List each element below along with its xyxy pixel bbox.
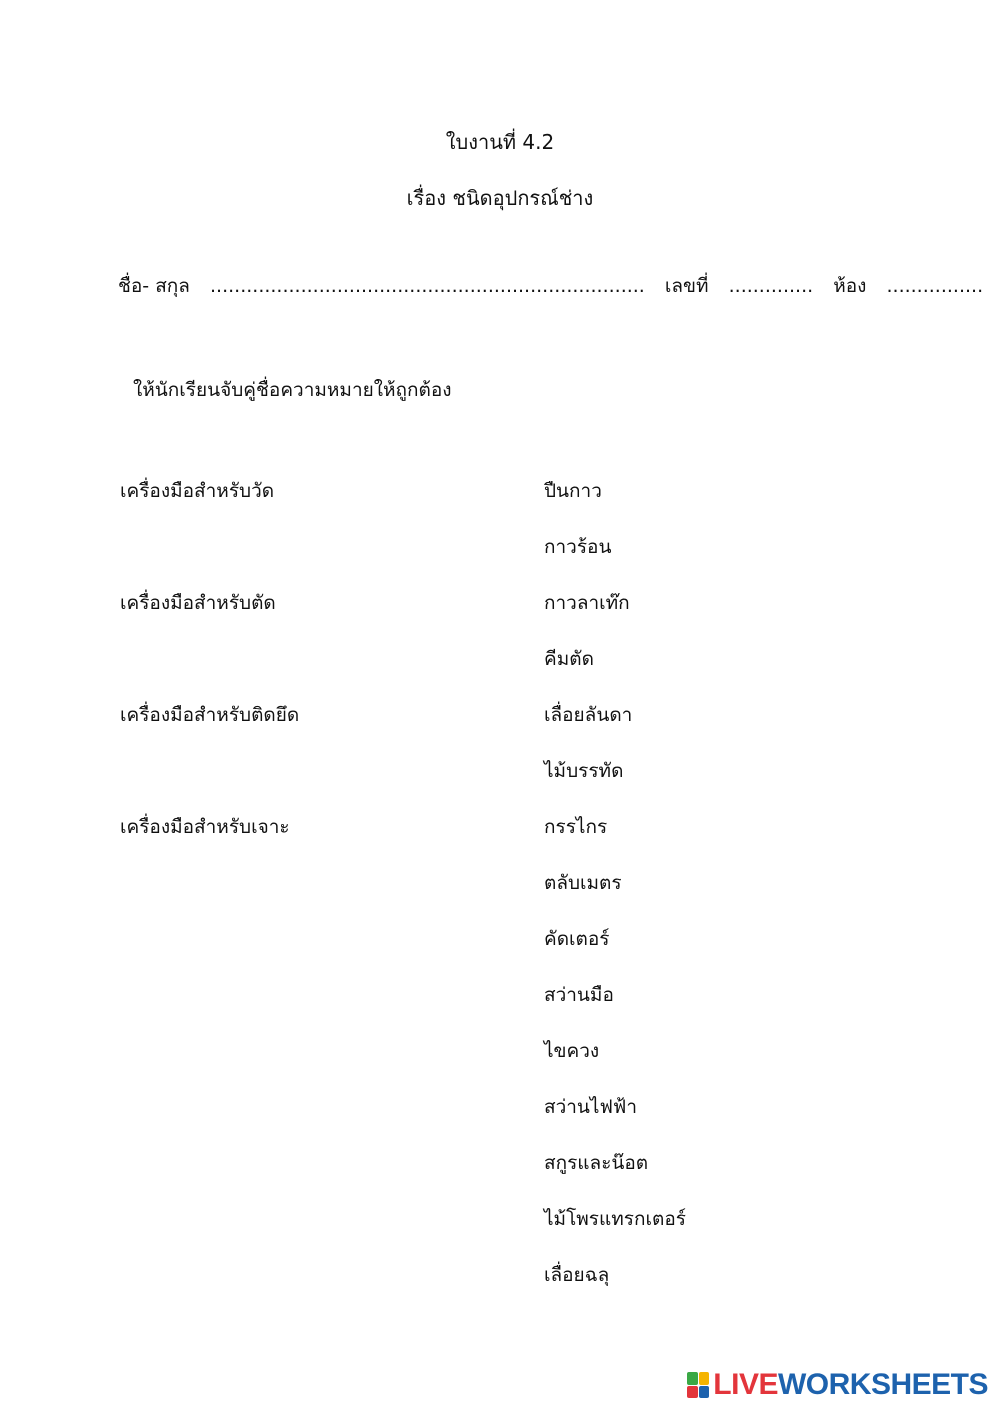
match-option[interactable]: คัดเตอร์ <box>544 928 610 950</box>
match-option[interactable]: กรรไกร <box>544 816 608 838</box>
match-option[interactable]: กาวร้อน <box>544 536 612 558</box>
match-category[interactable]: เครื่องมือสำหรับวัด <box>120 480 275 502</box>
room-label: ห้อง <box>833 275 867 297</box>
match-option[interactable]: เลื่อยลันดา <box>544 704 633 726</box>
match-category[interactable]: เครื่องมือสำหรับเจาะ <box>120 816 290 838</box>
logo-square-yellow <box>699 1372 710 1385</box>
match-option[interactable]: สว่านไฟฟ้า <box>544 1096 638 1118</box>
worksheet-title: ใบงานที่ 4.2 <box>445 130 555 154</box>
match-option[interactable]: ปืนกาว <box>544 480 602 502</box>
match-category[interactable]: เครื่องมือสำหรับตัด <box>120 592 276 614</box>
match-option[interactable]: ไม้โพรแทรกเตอร์ <box>544 1208 686 1230</box>
student-info-row <box>118 271 983 301</box>
match-option[interactable]: เลื่อยฉลุ <box>544 1264 610 1286</box>
match-category[interactable]: เครื่องมือสำหรับติดยึด <box>120 704 300 726</box>
match-option[interactable]: สกูรและน๊อต <box>544 1152 649 1174</box>
number-blank[interactable]: .............. <box>728 275 814 297</box>
logo-text-worksheets: WORKSHEETS <box>777 1368 988 1401</box>
match-option[interactable]: ไขควง <box>544 1040 600 1062</box>
match-option[interactable]: กาวลาเท๊ก <box>544 592 630 614</box>
logo-text-live: LIVE <box>713 1368 778 1401</box>
worksheet-subtitle: เรื่อง ชนิดอุปกรณ์ช่าง <box>406 186 594 210</box>
logo-square-green <box>687 1372 698 1385</box>
logo-square-blue <box>699 1386 710 1399</box>
match-option[interactable]: คีมตัด <box>544 648 594 670</box>
liveworksheets-logo <box>687 1368 988 1402</box>
room-blank[interactable]: ................ <box>886 275 984 297</box>
match-option[interactable]: สว่านมือ <box>544 984 614 1006</box>
instruction-text: ให้นักเรียนจับคู่ชื่อความหมายให้ถูกต้อง <box>133 379 452 401</box>
name-blank[interactable]: ........................................................................ <box>210 275 645 297</box>
number-label: เลขที่ <box>664 275 709 297</box>
logo-square-red <box>687 1386 698 1399</box>
match-option[interactable]: ไม้บรรทัด <box>544 760 624 782</box>
liveworksheets-logo-icon <box>687 1372 709 1398</box>
match-option[interactable]: ตลับเมตร <box>544 872 622 894</box>
name-label: ชื่อ- สกุล <box>118 275 190 297</box>
